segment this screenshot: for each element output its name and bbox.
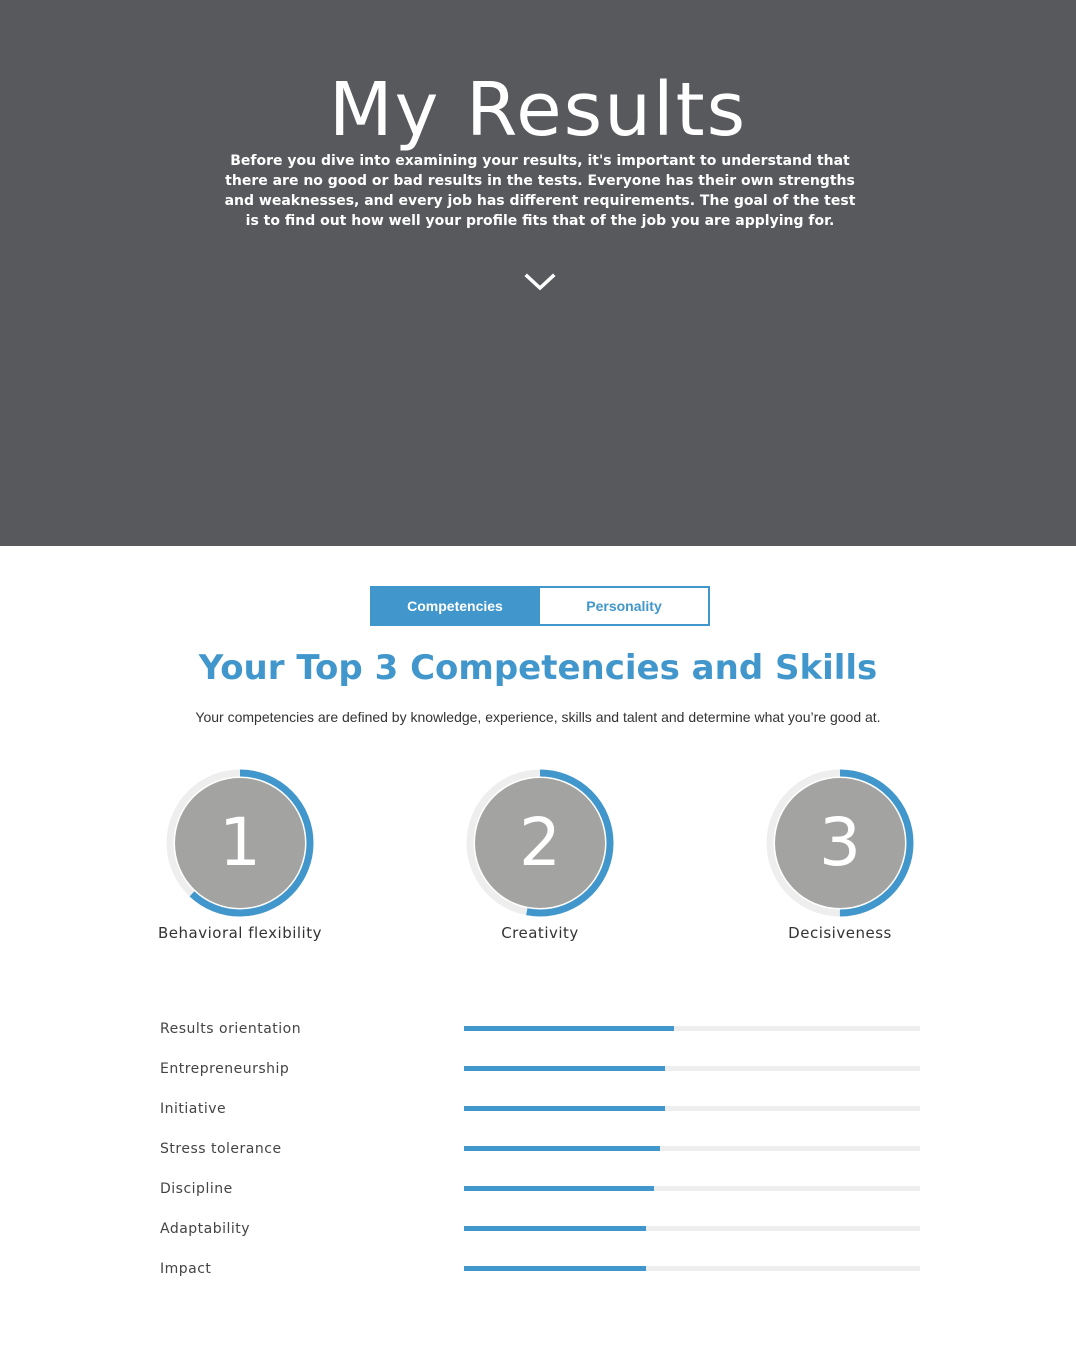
skill-name: Discipline [160,1181,233,1197]
competency-name: Decisiveness [788,924,892,942]
skill-bar-fill [464,1266,646,1271]
skill-bar-fill [464,1106,665,1111]
tab-personality[interactable]: Personality [540,586,710,626]
skill-bar-fill [464,1146,660,1151]
competency-ring-1 [165,768,315,918]
hero-banner [0,0,1076,546]
skill-name: Entrepreneurship [160,1061,290,1077]
intro-text: Before you dive into examining your results, it's important to understand that there are no good or bad results in the tests. Everyone has their own strengths and weaknesses, and every job has different requirements. The goal of the test is to find out how well your profile fits that of the job you are applying for. [224,153,856,229]
competency-ring-2 [465,768,615,918]
section-subtitle: Your competencies are defined by knowledge, experience, skills and talent and determine what you’re good at. [195,709,881,725]
skill-bar-fill [464,1226,646,1231]
skill-bar-fill [464,1186,654,1191]
skill-name: Initiative [160,1101,227,1117]
skill-row [160,1210,920,1250]
page-title: My Results [328,67,748,153]
skill-bar-fill [464,1066,665,1071]
skill-row [160,1010,920,1050]
skill-name: Results orientation [160,1021,302,1037]
competency-rank: 1 [219,804,261,881]
skill-bar-track [464,1266,920,1271]
skill-row [160,1170,920,1210]
skill-name: Impact [160,1261,212,1277]
skill-row [160,1090,920,1130]
competency-rank: 2 [519,804,561,881]
skill-row [160,1250,920,1290]
skill-bar-track [464,1226,920,1231]
competency-rank: 3 [819,804,861,881]
skill-bar-track [464,1186,920,1191]
result-tabs [370,586,710,626]
skill-row [160,1130,920,1170]
skill-bar-track [464,1146,920,1151]
chevron-down-icon[interactable] [524,270,556,294]
competency-name: Behavioral flexibility [158,924,322,942]
competency-ring-3 [765,768,915,918]
skill-row [160,1050,920,1090]
skill-name: Stress tolerance [160,1141,282,1157]
skill-bar-fill [464,1026,674,1031]
section-heading: Your Top 3 Competencies and Skills [198,648,878,688]
skill-name: Adaptability [160,1221,251,1237]
skills-list [160,1010,920,1290]
skill-bar-track [464,1066,920,1071]
skill-bar-track [464,1106,920,1111]
tab-competencies[interactable]: Competencies [370,586,540,626]
competency-name: Creativity [501,924,579,942]
skill-bar-track [464,1026,920,1031]
